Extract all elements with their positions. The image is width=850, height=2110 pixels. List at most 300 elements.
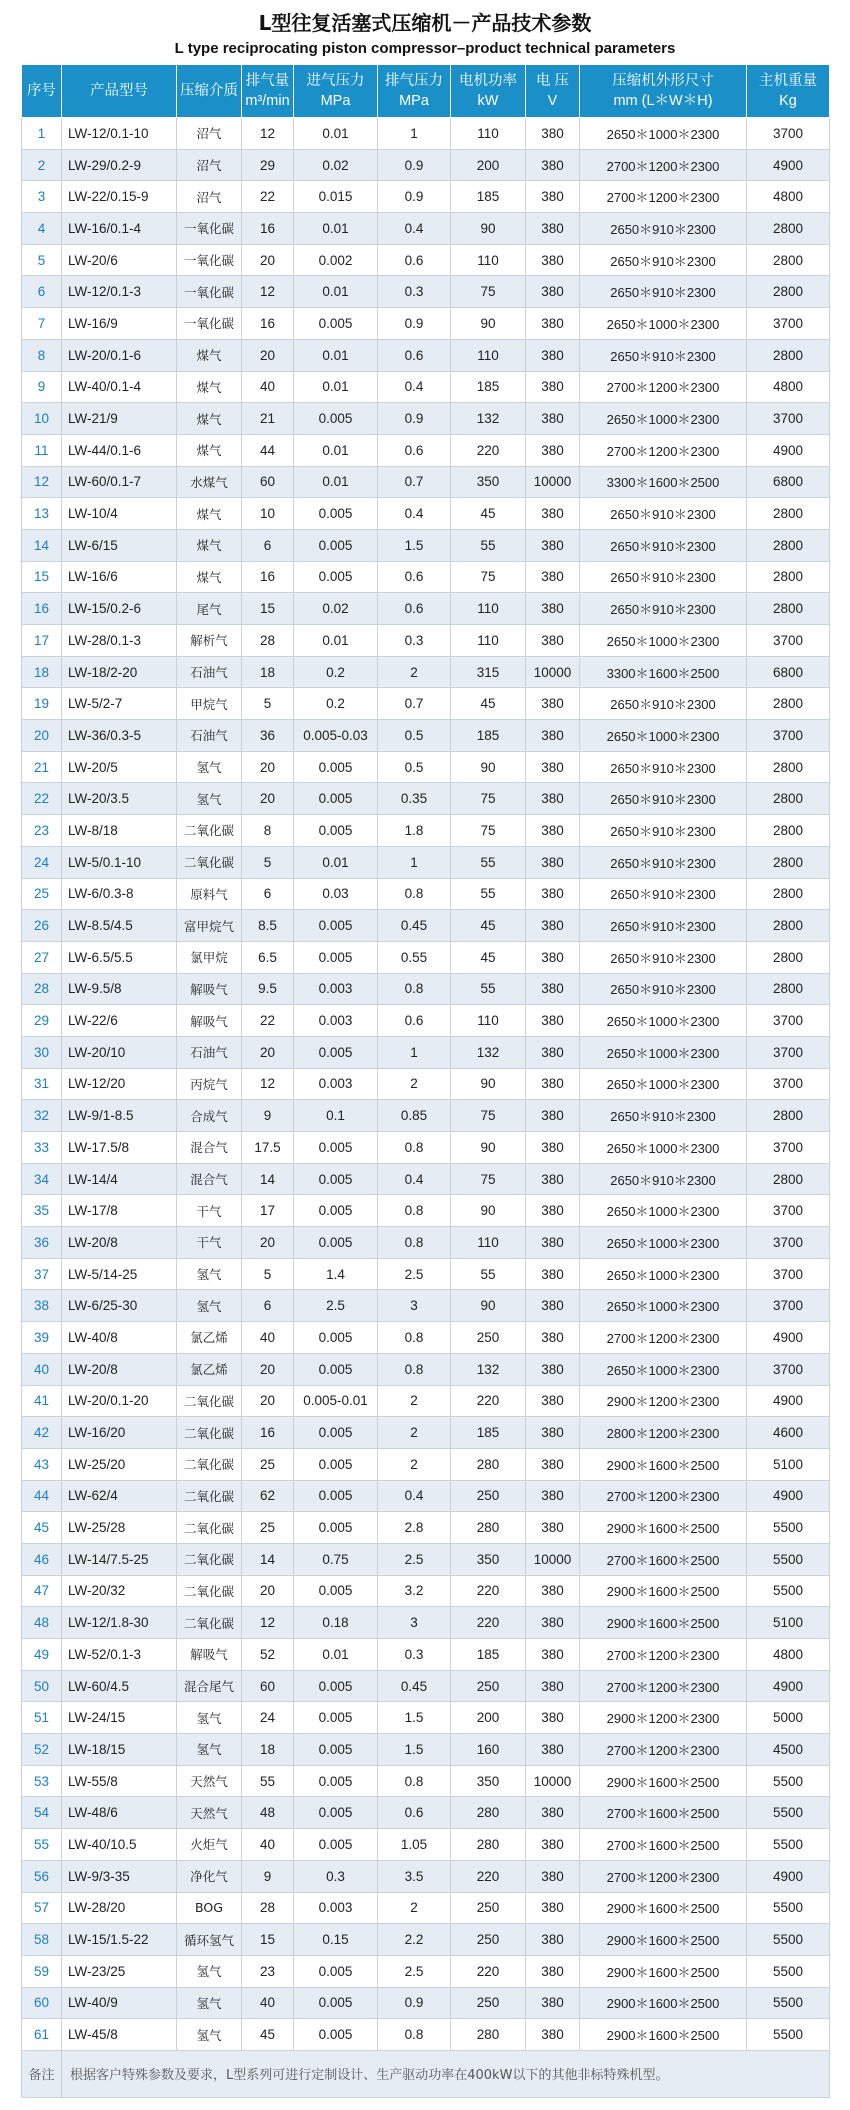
cell-displacement: 23 bbox=[242, 1955, 294, 1987]
cell-dimensions: 2650＊1000＊2300 bbox=[580, 1290, 747, 1322]
cell-medium: 沼气 bbox=[177, 149, 242, 181]
cell-medium: 二氧化碳 bbox=[177, 1512, 242, 1544]
cell-medium: 氢气 bbox=[177, 2019, 242, 2051]
cell-inlet-pressure: 0.005 bbox=[294, 1480, 378, 1512]
table-row bbox=[22, 1924, 830, 1956]
cell-weight: 2800 bbox=[747, 1163, 830, 1195]
cell-dimensions: 2700＊1200＊2300 bbox=[580, 1734, 747, 1766]
cell-displacement: 22 bbox=[242, 1005, 294, 1037]
cell-voltage: 380 bbox=[526, 593, 580, 625]
cell-medium: 干气 bbox=[177, 1227, 242, 1259]
cell-model: LW-24/15 bbox=[62, 1702, 177, 1734]
cell-medium: 氢气 bbox=[177, 751, 242, 783]
cell-inlet-pressure: 0.2 bbox=[294, 688, 378, 720]
cell-voltage: 380 bbox=[526, 910, 580, 942]
cell-voltage: 380 bbox=[526, 1512, 580, 1544]
cell-voltage: 380 bbox=[526, 1607, 580, 1639]
cell-index: 51 bbox=[22, 1702, 62, 1734]
cell-outlet-pressure: 0.3 bbox=[378, 625, 451, 657]
cell-displacement: 12 bbox=[242, 1607, 294, 1639]
table-row bbox=[22, 1829, 830, 1861]
cell-dimensions: 2900＊1600＊2500 bbox=[580, 1448, 747, 1480]
cell-inlet-pressure: 0.01 bbox=[294, 434, 378, 466]
cell-dimensions: 2650＊910＊2300 bbox=[580, 941, 747, 973]
cell-inlet-pressure: 0.005 bbox=[294, 1448, 378, 1480]
cell-outlet-pressure: 0.35 bbox=[378, 783, 451, 815]
cell-weight: 6800 bbox=[747, 466, 830, 498]
cell-outlet-pressure: 0.3 bbox=[378, 1639, 451, 1671]
cell-outlet-pressure: 0.9 bbox=[378, 181, 451, 213]
cell-weight: 3700 bbox=[747, 720, 830, 752]
cell-dimensions: 2700＊1200＊2300 bbox=[580, 1322, 747, 1354]
cell-displacement: 16 bbox=[242, 213, 294, 245]
cell-inlet-pressure: 2.5 bbox=[294, 1290, 378, 1322]
cell-outlet-pressure: 0.9 bbox=[378, 308, 451, 340]
cell-dimensions: 2650＊910＊2300 bbox=[580, 878, 747, 910]
cell-inlet-pressure: 0.01 bbox=[294, 1639, 378, 1671]
cell-inlet-pressure: 0.005 bbox=[294, 1322, 378, 1354]
table-row bbox=[22, 1512, 830, 1544]
cell-index: 10 bbox=[22, 403, 62, 435]
cell-weight: 5500 bbox=[747, 1829, 830, 1861]
cell-model: LW-5/14-25 bbox=[62, 1258, 177, 1290]
note-text: 根据客户特殊参数及要求，L型系列可进行定制设计、生产驱动功率在400kW以下的其他非标特殊机型。 bbox=[62, 2050, 830, 2097]
cell-model: LW-15/1.5-22 bbox=[62, 1924, 177, 1956]
table-row bbox=[22, 149, 830, 181]
cell-voltage: 380 bbox=[526, 339, 580, 371]
cell-outlet-pressure: 3 bbox=[378, 1290, 451, 1322]
cell-inlet-pressure: 0.005 bbox=[294, 529, 378, 561]
cell-dimensions: 2650＊1000＊2300 bbox=[580, 1005, 747, 1037]
cell-dimensions: 2700＊1200＊2300 bbox=[580, 434, 747, 466]
spec-table bbox=[21, 64, 830, 2098]
cell-model: LW-20/32 bbox=[62, 1575, 177, 1607]
cell-dimensions: 2650＊910＊2300 bbox=[580, 751, 747, 783]
cell-index: 47 bbox=[22, 1575, 62, 1607]
cell-index: 5 bbox=[22, 244, 62, 276]
cell-motor-power: 75 bbox=[451, 1163, 526, 1195]
cell-weight: 4800 bbox=[747, 371, 830, 403]
cell-index: 19 bbox=[22, 688, 62, 720]
cell-voltage: 380 bbox=[526, 1575, 580, 1607]
cell-weight: 4600 bbox=[747, 1417, 830, 1449]
cell-outlet-pressure: 0.4 bbox=[378, 371, 451, 403]
table-row bbox=[22, 1639, 830, 1671]
table-row bbox=[22, 561, 830, 593]
cell-dimensions: 2900＊1200＊2300 bbox=[580, 1702, 747, 1734]
cell-displacement: 12 bbox=[242, 1068, 294, 1100]
table-row bbox=[22, 1227, 830, 1259]
cell-weight: 2800 bbox=[747, 878, 830, 910]
cell-displacement: 60 bbox=[242, 466, 294, 498]
table-row bbox=[22, 1385, 830, 1417]
cell-weight: 2800 bbox=[747, 276, 830, 308]
cell-index: 39 bbox=[22, 1322, 62, 1354]
cell-inlet-pressure: 0.005 bbox=[294, 561, 378, 593]
cell-outlet-pressure: 3 bbox=[378, 1607, 451, 1639]
cell-index: 18 bbox=[22, 656, 62, 688]
cell-weight: 2800 bbox=[747, 213, 830, 245]
cell-model: LW-40/0.1-4 bbox=[62, 371, 177, 403]
cell-displacement: 20 bbox=[242, 751, 294, 783]
cell-inlet-pressure: 0.005 bbox=[294, 941, 378, 973]
cell-model: LW-22/0.15-9 bbox=[62, 181, 177, 213]
cell-inlet-pressure: 0.003 bbox=[294, 1892, 378, 1924]
cell-motor-power: 350 bbox=[451, 466, 526, 498]
cell-dimensions: 2900＊1600＊2500 bbox=[580, 1987, 747, 2019]
cell-voltage: 380 bbox=[526, 371, 580, 403]
cell-outlet-pressure: 0.7 bbox=[378, 688, 451, 720]
cell-weight: 2800 bbox=[747, 244, 830, 276]
cell-medium: BOG bbox=[177, 1892, 242, 1924]
cell-displacement: 44 bbox=[242, 434, 294, 466]
cell-model: LW-5/2-7 bbox=[62, 688, 177, 720]
cell-outlet-pressure: 2.5 bbox=[378, 1258, 451, 1290]
cell-displacement: 6 bbox=[242, 878, 294, 910]
cell-model: LW-15/0.2-6 bbox=[62, 593, 177, 625]
cell-outlet-pressure: 2.5 bbox=[378, 1955, 451, 1987]
cell-model: LW-9.5/8 bbox=[62, 973, 177, 1005]
cell-dimensions: 2650＊910＊2300 bbox=[580, 276, 747, 308]
cell-inlet-pressure: 0.01 bbox=[294, 339, 378, 371]
cell-displacement: 40 bbox=[242, 371, 294, 403]
cell-index: 21 bbox=[22, 751, 62, 783]
table-row bbox=[22, 1670, 830, 1702]
cell-motor-power: 110 bbox=[451, 244, 526, 276]
cell-dimensions: 2650＊1000＊2300 bbox=[580, 720, 747, 752]
cell-medium: 净化气 bbox=[177, 1860, 242, 1892]
cell-voltage: 380 bbox=[526, 1955, 580, 1987]
cell-motor-power: 110 bbox=[451, 1005, 526, 1037]
table-row bbox=[22, 1132, 830, 1164]
cell-displacement: 18 bbox=[242, 656, 294, 688]
cell-index: 27 bbox=[22, 941, 62, 973]
cell-motor-power: 55 bbox=[451, 846, 526, 878]
cell-weight: 2800 bbox=[747, 593, 830, 625]
cell-motor-power: 250 bbox=[451, 1322, 526, 1354]
cell-voltage: 380 bbox=[526, 244, 580, 276]
cell-outlet-pressure: 0.85 bbox=[378, 1100, 451, 1132]
cell-dimensions: 2900＊1600＊2500 bbox=[580, 1765, 747, 1797]
table-row bbox=[22, 244, 830, 276]
cell-voltage: 380 bbox=[526, 149, 580, 181]
cell-model: LW-17/8 bbox=[62, 1195, 177, 1227]
cell-outlet-pressure: 1.5 bbox=[378, 1702, 451, 1734]
cell-dimensions: 2650＊1000＊2300 bbox=[580, 403, 747, 435]
cell-weight: 4900 bbox=[747, 1322, 830, 1354]
header-voltage: 电 压 V bbox=[526, 65, 580, 118]
cell-medium: 煤气 bbox=[177, 434, 242, 466]
cell-motor-power: 55 bbox=[451, 973, 526, 1005]
cell-inlet-pressure: 0.005 bbox=[294, 910, 378, 942]
table-row bbox=[22, 1417, 830, 1449]
cell-voltage: 380 bbox=[526, 815, 580, 847]
cell-voltage: 380 bbox=[526, 1036, 580, 1068]
cell-dimensions: 2650＊1000＊2300 bbox=[580, 1195, 747, 1227]
table-row bbox=[22, 1005, 830, 1037]
table-row bbox=[22, 1797, 830, 1829]
table-row bbox=[22, 1480, 830, 1512]
cell-outlet-pressure: 1.05 bbox=[378, 1829, 451, 1861]
cell-weight: 4500 bbox=[747, 1734, 830, 1766]
cell-model: LW-12/0.1-10 bbox=[62, 118, 177, 150]
cell-inlet-pressure: 0.02 bbox=[294, 593, 378, 625]
table-row bbox=[22, 941, 830, 973]
cell-dimensions: 2650＊910＊2300 bbox=[580, 529, 747, 561]
cell-outlet-pressure: 0.8 bbox=[378, 2019, 451, 2051]
cell-displacement: 15 bbox=[242, 593, 294, 625]
cell-index: 7 bbox=[22, 308, 62, 340]
cell-voltage: 380 bbox=[526, 1353, 580, 1385]
cell-weight: 3700 bbox=[747, 403, 830, 435]
table-row bbox=[22, 1290, 830, 1322]
cell-inlet-pressure: 0.005 bbox=[294, 1829, 378, 1861]
cell-inlet-pressure: 0.3 bbox=[294, 1860, 378, 1892]
cell-medium: 二氧化碳 bbox=[177, 1480, 242, 1512]
cell-weight: 5100 bbox=[747, 1607, 830, 1639]
cell-weight: 2800 bbox=[747, 846, 830, 878]
table-row bbox=[22, 1448, 830, 1480]
cell-outlet-pressure: 0.9 bbox=[378, 403, 451, 435]
cell-voltage: 380 bbox=[526, 181, 580, 213]
cell-weight: 2800 bbox=[747, 1100, 830, 1132]
cell-inlet-pressure: 0.01 bbox=[294, 371, 378, 403]
cell-motor-power: 200 bbox=[451, 1702, 526, 1734]
cell-voltage: 380 bbox=[526, 1258, 580, 1290]
cell-displacement: 5 bbox=[242, 688, 294, 720]
cell-weight: 5500 bbox=[747, 1575, 830, 1607]
cell-voltage: 380 bbox=[526, 308, 580, 340]
cell-voltage: 380 bbox=[526, 2019, 580, 2051]
cell-voltage: 380 bbox=[526, 1797, 580, 1829]
cell-voltage: 380 bbox=[526, 1734, 580, 1766]
cell-motor-power: 90 bbox=[451, 1195, 526, 1227]
table-row bbox=[22, 276, 830, 308]
cell-displacement: 8 bbox=[242, 815, 294, 847]
cell-medium: 氯甲烷 bbox=[177, 941, 242, 973]
cell-displacement: 62 bbox=[242, 1480, 294, 1512]
table-row bbox=[22, 1100, 830, 1132]
cell-medium: 煤气 bbox=[177, 529, 242, 561]
cell-model: LW-29/0.2-9 bbox=[62, 149, 177, 181]
cell-motor-power: 45 bbox=[451, 498, 526, 530]
cell-voltage: 380 bbox=[526, 1132, 580, 1164]
cell-voltage: 380 bbox=[526, 1924, 580, 1956]
cell-medium: 氢气 bbox=[177, 1258, 242, 1290]
cell-medium: 混合尾气 bbox=[177, 1670, 242, 1702]
cell-voltage: 380 bbox=[526, 276, 580, 308]
cell-medium: 二氧化碳 bbox=[177, 1448, 242, 1480]
cell-medium: 氢气 bbox=[177, 1734, 242, 1766]
cell-dimensions: 2650＊1000＊2300 bbox=[580, 1068, 747, 1100]
cell-inlet-pressure: 0.15 bbox=[294, 1924, 378, 1956]
cell-dimensions: 2700＊1600＊2500 bbox=[580, 1829, 747, 1861]
cell-voltage: 380 bbox=[526, 1892, 580, 1924]
cell-medium: 煤气 bbox=[177, 561, 242, 593]
cell-model: LW-20/3.5 bbox=[62, 783, 177, 815]
cell-medium: 沼气 bbox=[177, 181, 242, 213]
cell-outlet-pressure: 1.8 bbox=[378, 815, 451, 847]
cell-motor-power: 132 bbox=[451, 1036, 526, 1068]
cell-inlet-pressure: 0.005 bbox=[294, 1512, 378, 1544]
cell-displacement: 60 bbox=[242, 1670, 294, 1702]
cell-motor-power: 55 bbox=[451, 878, 526, 910]
cell-outlet-pressure: 2 bbox=[378, 1417, 451, 1449]
cell-medium: 氢气 bbox=[177, 1702, 242, 1734]
cell-voltage: 380 bbox=[526, 434, 580, 466]
cell-dimensions: 3300＊1600＊2500 bbox=[580, 656, 747, 688]
cell-medium: 一氧化碳 bbox=[177, 213, 242, 245]
cell-model: LW-36/0.3-5 bbox=[62, 720, 177, 752]
header-index: 序号 bbox=[22, 65, 62, 118]
cell-displacement: 48 bbox=[242, 1797, 294, 1829]
cell-displacement: 20 bbox=[242, 1575, 294, 1607]
cell-medium: 解吸气 bbox=[177, 973, 242, 1005]
cell-outlet-pressure: 3.2 bbox=[378, 1575, 451, 1607]
cell-inlet-pressure: 0.2 bbox=[294, 656, 378, 688]
cell-motor-power: 280 bbox=[451, 2019, 526, 2051]
cell-medium: 煤气 bbox=[177, 371, 242, 403]
cell-weight: 3700 bbox=[747, 625, 830, 657]
table-row bbox=[22, 339, 830, 371]
cell-displacement: 18 bbox=[242, 1734, 294, 1766]
cell-index: 31 bbox=[22, 1068, 62, 1100]
cell-medium: 二氧化碳 bbox=[177, 1417, 242, 1449]
table-row bbox=[22, 720, 830, 752]
header-inlet-pressure: 进气压力 MPa bbox=[294, 65, 378, 118]
cell-motor-power: 132 bbox=[451, 1353, 526, 1385]
cell-voltage: 380 bbox=[526, 1005, 580, 1037]
cell-inlet-pressure: 0.03 bbox=[294, 878, 378, 910]
cell-index: 56 bbox=[22, 1860, 62, 1892]
cell-medium: 氢气 bbox=[177, 1955, 242, 1987]
cell-index: 59 bbox=[22, 1955, 62, 1987]
cell-weight: 4900 bbox=[747, 434, 830, 466]
page-title: L型往复活塞式压缩机－产品技术参数 bbox=[258, 11, 592, 35]
cell-model: LW-45/8 bbox=[62, 2019, 177, 2051]
cell-model: LW-16/6 bbox=[62, 561, 177, 593]
cell-index: 61 bbox=[22, 2019, 62, 2051]
cell-inlet-pressure: 0.005 bbox=[294, 1670, 378, 1702]
cell-displacement: 25 bbox=[242, 1448, 294, 1480]
cell-medium: 尾气 bbox=[177, 593, 242, 625]
cell-displacement: 17.5 bbox=[242, 1132, 294, 1164]
cell-displacement: 55 bbox=[242, 1765, 294, 1797]
cell-voltage: 380 bbox=[526, 1068, 580, 1100]
header-outlet-pressure: 排气压力 MPa bbox=[378, 65, 451, 118]
cell-voltage: 380 bbox=[526, 561, 580, 593]
cell-motor-power: 110 bbox=[451, 339, 526, 371]
cell-weight: 3700 bbox=[747, 1036, 830, 1068]
cell-voltage: 380 bbox=[526, 1639, 580, 1671]
cell-model: LW-62/4 bbox=[62, 1480, 177, 1512]
cell-model: LW-55/8 bbox=[62, 1765, 177, 1797]
cell-index: 49 bbox=[22, 1639, 62, 1671]
cell-medium: 合成气 bbox=[177, 1100, 242, 1132]
cell-motor-power: 250 bbox=[451, 1987, 526, 2019]
cell-outlet-pressure: 0.8 bbox=[378, 1765, 451, 1797]
cell-displacement: 9 bbox=[242, 1860, 294, 1892]
cell-index: 30 bbox=[22, 1036, 62, 1068]
table-row bbox=[22, 434, 830, 466]
cell-weight: 3700 bbox=[747, 1068, 830, 1100]
cell-inlet-pressure: 0.01 bbox=[294, 846, 378, 878]
cell-index: 16 bbox=[22, 593, 62, 625]
cell-weight: 2800 bbox=[747, 529, 830, 561]
cell-weight: 3700 bbox=[747, 1290, 830, 1322]
table-row bbox=[22, 1163, 830, 1195]
cell-inlet-pressure: 0.005 bbox=[294, 1702, 378, 1734]
cell-dimensions: 2650＊1000＊2300 bbox=[580, 118, 747, 150]
cell-displacement: 5 bbox=[242, 1258, 294, 1290]
cell-index: 38 bbox=[22, 1290, 62, 1322]
cell-model: LW-28/0.1-3 bbox=[62, 625, 177, 657]
cell-voltage: 380 bbox=[526, 1670, 580, 1702]
cell-index: 29 bbox=[22, 1005, 62, 1037]
cell-index: 45 bbox=[22, 1512, 62, 1544]
cell-motor-power: 75 bbox=[451, 276, 526, 308]
cell-voltage: 380 bbox=[526, 1480, 580, 1512]
cell-voltage: 380 bbox=[526, 846, 580, 878]
cell-motor-power: 220 bbox=[451, 1607, 526, 1639]
cell-motor-power: 110 bbox=[451, 593, 526, 625]
cell-outlet-pressure: 0.8 bbox=[378, 1322, 451, 1354]
cell-weight: 4800 bbox=[747, 1639, 830, 1671]
cell-outlet-pressure: 0.8 bbox=[378, 1195, 451, 1227]
cell-model: LW-20/0.1-20 bbox=[62, 1385, 177, 1417]
cell-weight: 4900 bbox=[747, 149, 830, 181]
cell-index: 46 bbox=[22, 1543, 62, 1575]
table-row bbox=[22, 783, 830, 815]
cell-index: 1 bbox=[22, 118, 62, 150]
cell-outlet-pressure: 0.8 bbox=[378, 1132, 451, 1164]
cell-motor-power: 55 bbox=[451, 1258, 526, 1290]
table-row bbox=[22, 118, 830, 150]
cell-dimensions: 2700＊1200＊2300 bbox=[580, 371, 747, 403]
cell-model: LW-6.5/5.5 bbox=[62, 941, 177, 973]
cell-index: 34 bbox=[22, 1163, 62, 1195]
cell-model: LW-28/20 bbox=[62, 1892, 177, 1924]
cell-weight: 3700 bbox=[747, 308, 830, 340]
cell-voltage: 380 bbox=[526, 1100, 580, 1132]
cell-displacement: 9.5 bbox=[242, 973, 294, 1005]
cell-index: 9 bbox=[22, 371, 62, 403]
cell-inlet-pressure: 0.18 bbox=[294, 1607, 378, 1639]
cell-medium: 天然气 bbox=[177, 1765, 242, 1797]
table-row bbox=[22, 213, 830, 245]
cell-medium: 石油气 bbox=[177, 720, 242, 752]
cell-index: 25 bbox=[22, 878, 62, 910]
cell-medium: 煤气 bbox=[177, 339, 242, 371]
cell-dimensions: 2900＊1600＊2500 bbox=[580, 1892, 747, 1924]
cell-voltage: 10000 bbox=[526, 466, 580, 498]
cell-index: 26 bbox=[22, 910, 62, 942]
cell-model: LW-40/10.5 bbox=[62, 1829, 177, 1861]
cell-index: 17 bbox=[22, 625, 62, 657]
cell-displacement: 16 bbox=[242, 308, 294, 340]
cell-outlet-pressure: 0.8 bbox=[378, 1227, 451, 1259]
cell-inlet-pressure: 0.005 bbox=[294, 2019, 378, 2051]
cell-medium: 二氧化碳 bbox=[177, 1385, 242, 1417]
cell-dimensions: 2650＊910＊2300 bbox=[580, 213, 747, 245]
cell-dimensions: 2650＊910＊2300 bbox=[580, 561, 747, 593]
cell-voltage: 10000 bbox=[526, 656, 580, 688]
cell-voltage: 380 bbox=[526, 1290, 580, 1322]
cell-displacement: 28 bbox=[242, 625, 294, 657]
cell-displacement: 29 bbox=[242, 149, 294, 181]
cell-model: LW-44/0.1-6 bbox=[62, 434, 177, 466]
cell-medium: 水煤气 bbox=[177, 466, 242, 498]
